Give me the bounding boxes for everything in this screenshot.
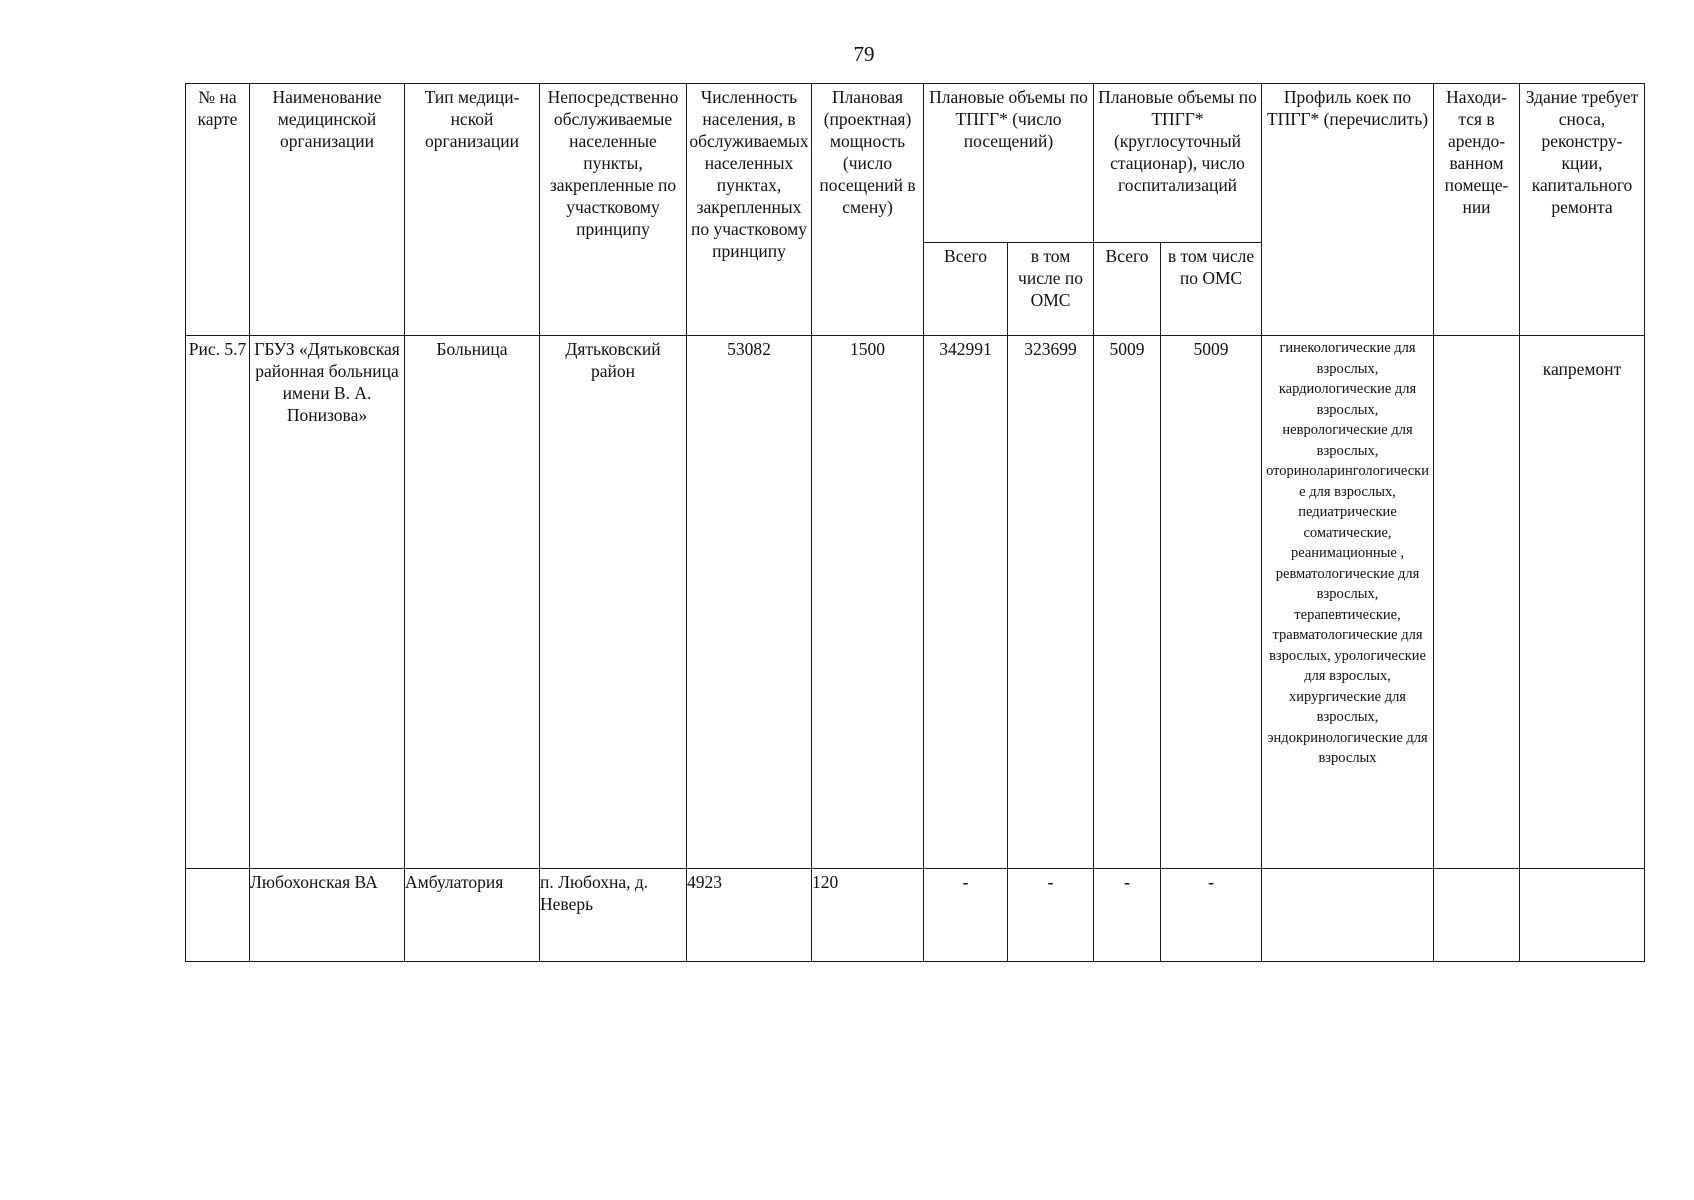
- cell-hospitalizations-total: -: [1094, 869, 1161, 962]
- cell-population: 4923: [687, 869, 812, 962]
- cell-bed-profile: [1262, 869, 1434, 962]
- table-row: [186, 336, 1645, 869]
- header-building-condition: Здание требует сноса, реконстру-кции, капитального ремонта: [1520, 84, 1645, 336]
- cell-map-no: Рис. 5.7: [186, 336, 250, 869]
- cell-bed-profile: гинекологические для взрослых, кардиологические для взрослых, неврологические для взрослых, оториноларингологические для взрослых, педиатрические соматические, реанимационные , ревматологические для взрослых, терапевтические, травматологические для взрослых, урологические для взрослых, хирургические для взрослых, эндокринологические для взрослых: [1262, 336, 1434, 869]
- cell-visits-oms: -: [1008, 869, 1094, 962]
- cell-org-type: Больница: [405, 336, 540, 869]
- cell-map-no: [186, 869, 250, 962]
- header-rented-premises: Находи-тся в арендо-ванном помеще-нии: [1434, 84, 1520, 336]
- header-visits-group: Плановые объемы по ТПГГ* (число посещений): [924, 84, 1094, 243]
- header-served-settlements: Непосредственно обслуживаемые населенные пункты, закрепленные по участковому принципу: [540, 84, 687, 336]
- table-row: [186, 869, 1645, 962]
- cell-building: [1520, 869, 1645, 962]
- page-number: 79: [853, 42, 875, 66]
- cell-settlements: Дятьковский район: [540, 336, 687, 869]
- header-bed-profile: Профиль коек по ТПГГ* (перечислить): [1262, 84, 1434, 336]
- cell-building: капремонт: [1520, 336, 1645, 869]
- cell-visits-total: 342991: [924, 336, 1008, 869]
- cell-hospitalizations-total: 5009: [1094, 336, 1161, 869]
- header-population: Численность населения, в обслуживаемых населенных пунктах, закрепленных по участковому принципу: [687, 84, 812, 336]
- cell-rented: [1434, 869, 1520, 962]
- cell-org-name: ГБУЗ «Дятьковская районная больница имени В. А. Понизова»: [250, 336, 405, 869]
- cell-org-type: Амбулатория: [405, 869, 540, 962]
- cell-visits-total: -: [924, 869, 1008, 962]
- header-planned-capacity: Плановая (проектная) мощность (число посещений в смену): [812, 84, 924, 336]
- header-org-type: Тип медици-нской организации: [405, 84, 540, 336]
- header-hospitalizations-total: Всего: [1094, 243, 1161, 336]
- cell-capacity: 1500: [812, 336, 924, 869]
- cell-rented: [1434, 336, 1520, 869]
- header-visits-total: Всего: [924, 243, 1008, 336]
- header-visits-oms: в том числе по ОМС: [1008, 243, 1094, 336]
- header-map-no: № на карте: [186, 84, 250, 336]
- cell-org-name: Любохонская ВА: [250, 869, 405, 962]
- cell-hospitalizations-oms: 5009: [1161, 336, 1262, 869]
- header-row: [186, 84, 1645, 243]
- header-hospitalizations-oms: в том числе по ОМС: [1161, 243, 1262, 336]
- cell-visits-oms: 323699: [1008, 336, 1094, 869]
- medical-organizations-table: [185, 83, 1645, 962]
- cell-settlements: п. Любохна, д. Неверь: [540, 869, 687, 962]
- header-org-name: Наименование медицинской организации: [250, 84, 405, 336]
- cell-capacity: 120: [812, 869, 924, 962]
- header-hospitalizations-group: Плановые объемы по ТПГГ* (круглосуточный стационар), число госпитализаций: [1094, 84, 1262, 243]
- cell-population: 53082: [687, 336, 812, 869]
- cell-hospitalizations-oms: -: [1161, 869, 1262, 962]
